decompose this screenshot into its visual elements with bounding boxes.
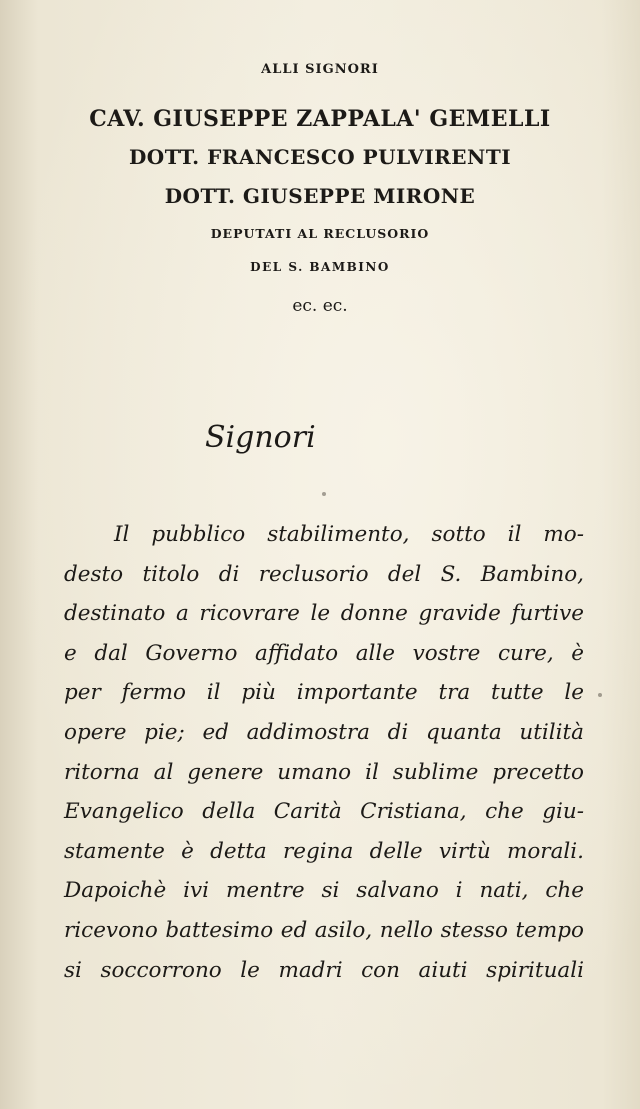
salutation: Signori <box>205 420 316 455</box>
body-line: ricevono battesimo ed asilo, nello stesso tempo <box>64 917 584 943</box>
deputies-title: DEPUTATI AL RECLUSORIO <box>210 226 430 241</box>
body-line: si soccorrono le madri con aiuti spirituali <box>64 957 584 983</box>
body-line: desto titolo di reclusorio del S. Bambino, <box>64 561 584 587</box>
body-line: destinato a ricovrare le donne gravide furtive <box>64 601 584 627</box>
letter-body <box>64 515 584 990</box>
dedicatee-name-3: DOTT. GIUSEPPE MIRONE <box>164 184 476 208</box>
body-line: per fermo il più importante tra tutte le <box>64 680 584 706</box>
body-line: opere pie; ed addimostra di quanta utilità <box>64 719 584 745</box>
paper-speck <box>322 492 326 496</box>
body-line: stamente è detta regina delle virtù morali. <box>64 838 584 864</box>
body-line: e dal Governo affidato alle vostre cure, è <box>64 640 584 666</box>
dedication-line: ALLI SIGNORI <box>261 62 379 77</box>
etcetera-line: ec. ec. <box>292 296 348 316</box>
body-line: Evangelico della Carità Cristiana, che giu- <box>64 799 584 825</box>
body-line: ritorna al genere umano il sublime precetto <box>64 759 584 785</box>
body-line: Il pubblico stabilimento, sotto il mo- <box>114 522 584 547</box>
dedicatee-name-2: DOTT. FRANCESCO PULVIRENTI <box>128 145 512 169</box>
institution-name: DEL S. BAMBINO <box>250 260 390 274</box>
body-line: Dapoichè ivi mentre si salvano i nati, che <box>64 878 584 904</box>
paper-speck <box>598 693 602 697</box>
dedicatee-name-1: CAV. GIUSEPPE ZAPPALA' GEMELLI <box>89 106 551 132</box>
